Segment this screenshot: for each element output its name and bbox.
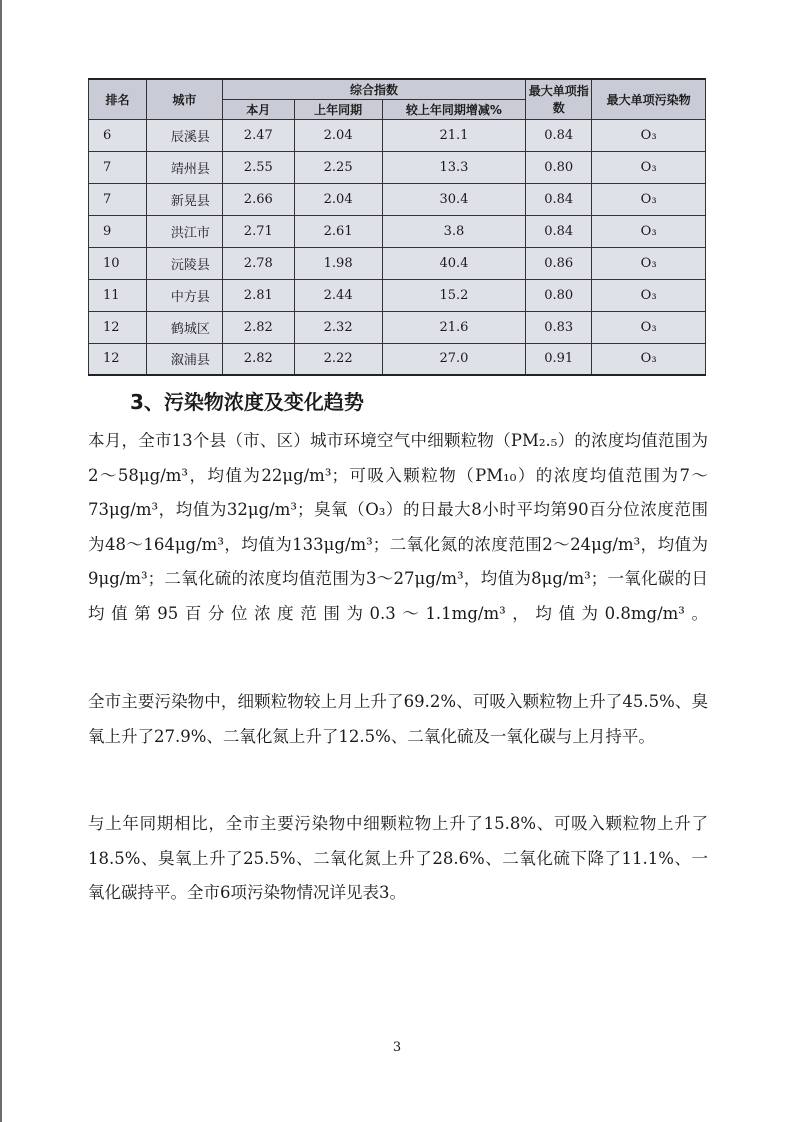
cell-pollutant: O₃ xyxy=(592,119,706,151)
header-city: 城市 xyxy=(146,79,222,119)
header-same-period-last-year: 上年同期 xyxy=(294,99,382,119)
ranking-table xyxy=(88,78,706,376)
table-row xyxy=(89,247,706,279)
cell-last-year: 2.04 xyxy=(294,183,382,215)
cell-max-index: 0.86 xyxy=(526,247,592,279)
cell-pollutant: O₃ xyxy=(592,151,706,183)
table-row xyxy=(89,119,706,151)
cell-last-year: 2.22 xyxy=(294,343,382,375)
header-max-single-pollutant: 最大单项污染物 xyxy=(592,79,706,119)
cell-pollutant: O₃ xyxy=(592,183,706,215)
page-number: 3 xyxy=(392,1040,402,1055)
cell-change: 27.0 xyxy=(382,343,526,375)
cell-city: 沅陵县 xyxy=(146,247,222,279)
cell-last-year: 2.61 xyxy=(294,215,382,247)
cell-max-index: 0.83 xyxy=(526,311,592,343)
section-heading: 3、污染物浓度及变化趋势 xyxy=(130,390,364,414)
cell-change: 15.2 xyxy=(382,279,526,311)
cell-rank: 10 xyxy=(89,247,147,279)
cell-this-month: 2.81 xyxy=(222,279,294,311)
cell-this-month: 2.82 xyxy=(222,343,294,375)
cell-rank: 7 xyxy=(89,151,147,183)
cell-this-month: 2.47 xyxy=(222,119,294,151)
table-row xyxy=(89,279,706,311)
header-change: 较上年同期增减% xyxy=(382,99,526,119)
cell-change: 21.1 xyxy=(382,119,526,151)
cell-city: 新晃县 xyxy=(146,183,222,215)
cell-last-year: 1.98 xyxy=(294,247,382,279)
cell-pollutant: O₃ xyxy=(592,311,706,343)
header-rank: 排名 xyxy=(89,79,147,119)
cell-rank: 9 xyxy=(89,215,147,247)
cell-change: 3.8 xyxy=(382,215,526,247)
cell-this-month: 2.82 xyxy=(222,311,294,343)
cell-pollutant: O₃ xyxy=(592,279,706,311)
cell-change: 21.6 xyxy=(382,311,526,343)
paragraph-yearly-change: 与上年同期相比，全市主要污染物中细颗粒物上升了15.8%、可吸入颗粒物上升了18.5%、臭氧上升了25.5%、二氧化氮上升了28.6%、二氧化硫下降了11.1%、一氧化碳持平。全市6项污染物情况详见表3。 xyxy=(88,814,708,902)
paragraph-concentration: 本月，全市13个县（市、区）城市环境空气中细颗粒物（PM₂.₅）的浓度均值范围为2～58μg/m³，均值为22μg/m³；可吸入颗粒物（PM₁₀）的浓度均值范围为7～73μg/m³，均值为32μg/m³；臭氧（O₃）的日最大8小时平均第90百分位浓度范围为48～164μg/m³，均值为133μg/m³；二氧化氮的浓度范围2～24μg/m³，均值为9μg/m³；二氧化硫的浓度均值范围为3～27μg/m³，均值为8μg/m³；一氧化碳的日均值第95百分位浓度范围为0.3～1.1mg/m³，均值为0.8mg/m³。 xyxy=(88,431,708,623)
cell-this-month: 2.78 xyxy=(222,247,294,279)
cell-last-year: 2.04 xyxy=(294,119,382,151)
cell-rank: 7 xyxy=(89,183,147,215)
cell-city: 靖州县 xyxy=(146,151,222,183)
cell-pollutant: O₃ xyxy=(592,343,706,375)
header-max-single-index: 最大单项指数 xyxy=(526,79,592,119)
table-row xyxy=(89,311,706,343)
paragraph-monthly-change: 全市主要污染物中，细颗粒物较上月上升了69.2%、可吸入颗粒物上升了45.5%、臭氧上升了27.9%、二氧化氮上升了12.5%、二氧化硫及一氧化碳与上月持平。 xyxy=(88,692,708,746)
cell-city: 溆浦县 xyxy=(146,343,222,375)
cell-rank: 11 xyxy=(89,279,147,311)
cell-max-index: 0.91 xyxy=(526,343,592,375)
header-composite-index: 综合指数 xyxy=(222,79,525,99)
cell-last-year: 2.25 xyxy=(294,151,382,183)
cell-city: 中方县 xyxy=(146,279,222,311)
cell-rank: 12 xyxy=(89,343,147,375)
cell-change: 30.4 xyxy=(382,183,526,215)
cell-max-index: 0.84 xyxy=(526,119,592,151)
table-row xyxy=(89,215,706,247)
cell-this-month: 2.71 xyxy=(222,215,294,247)
cell-last-year: 2.32 xyxy=(294,311,382,343)
cell-city: 鹤城区 xyxy=(146,311,222,343)
cell-this-month: 2.66 xyxy=(222,183,294,215)
table-row xyxy=(89,151,706,183)
cell-last-year: 2.44 xyxy=(294,279,382,311)
cell-city: 洪江市 xyxy=(146,215,222,247)
cell-max-index: 0.80 xyxy=(526,279,592,311)
cell-max-index: 0.84 xyxy=(526,183,592,215)
cell-max-index: 0.80 xyxy=(526,151,592,183)
cell-rank: 12 xyxy=(89,311,147,343)
cell-this-month: 2.55 xyxy=(222,151,294,183)
table-row xyxy=(89,343,706,375)
table-row xyxy=(89,183,706,215)
cell-pollutant: O₃ xyxy=(592,215,706,247)
header-this-month: 本月 xyxy=(222,99,294,119)
cell-pollutant: O₃ xyxy=(592,247,706,279)
cell-max-index: 0.84 xyxy=(526,215,592,247)
cell-change: 40.4 xyxy=(382,247,526,279)
cell-city: 辰溪县 xyxy=(146,119,222,151)
cell-change: 13.3 xyxy=(382,151,526,183)
cell-rank: 6 xyxy=(89,119,147,151)
